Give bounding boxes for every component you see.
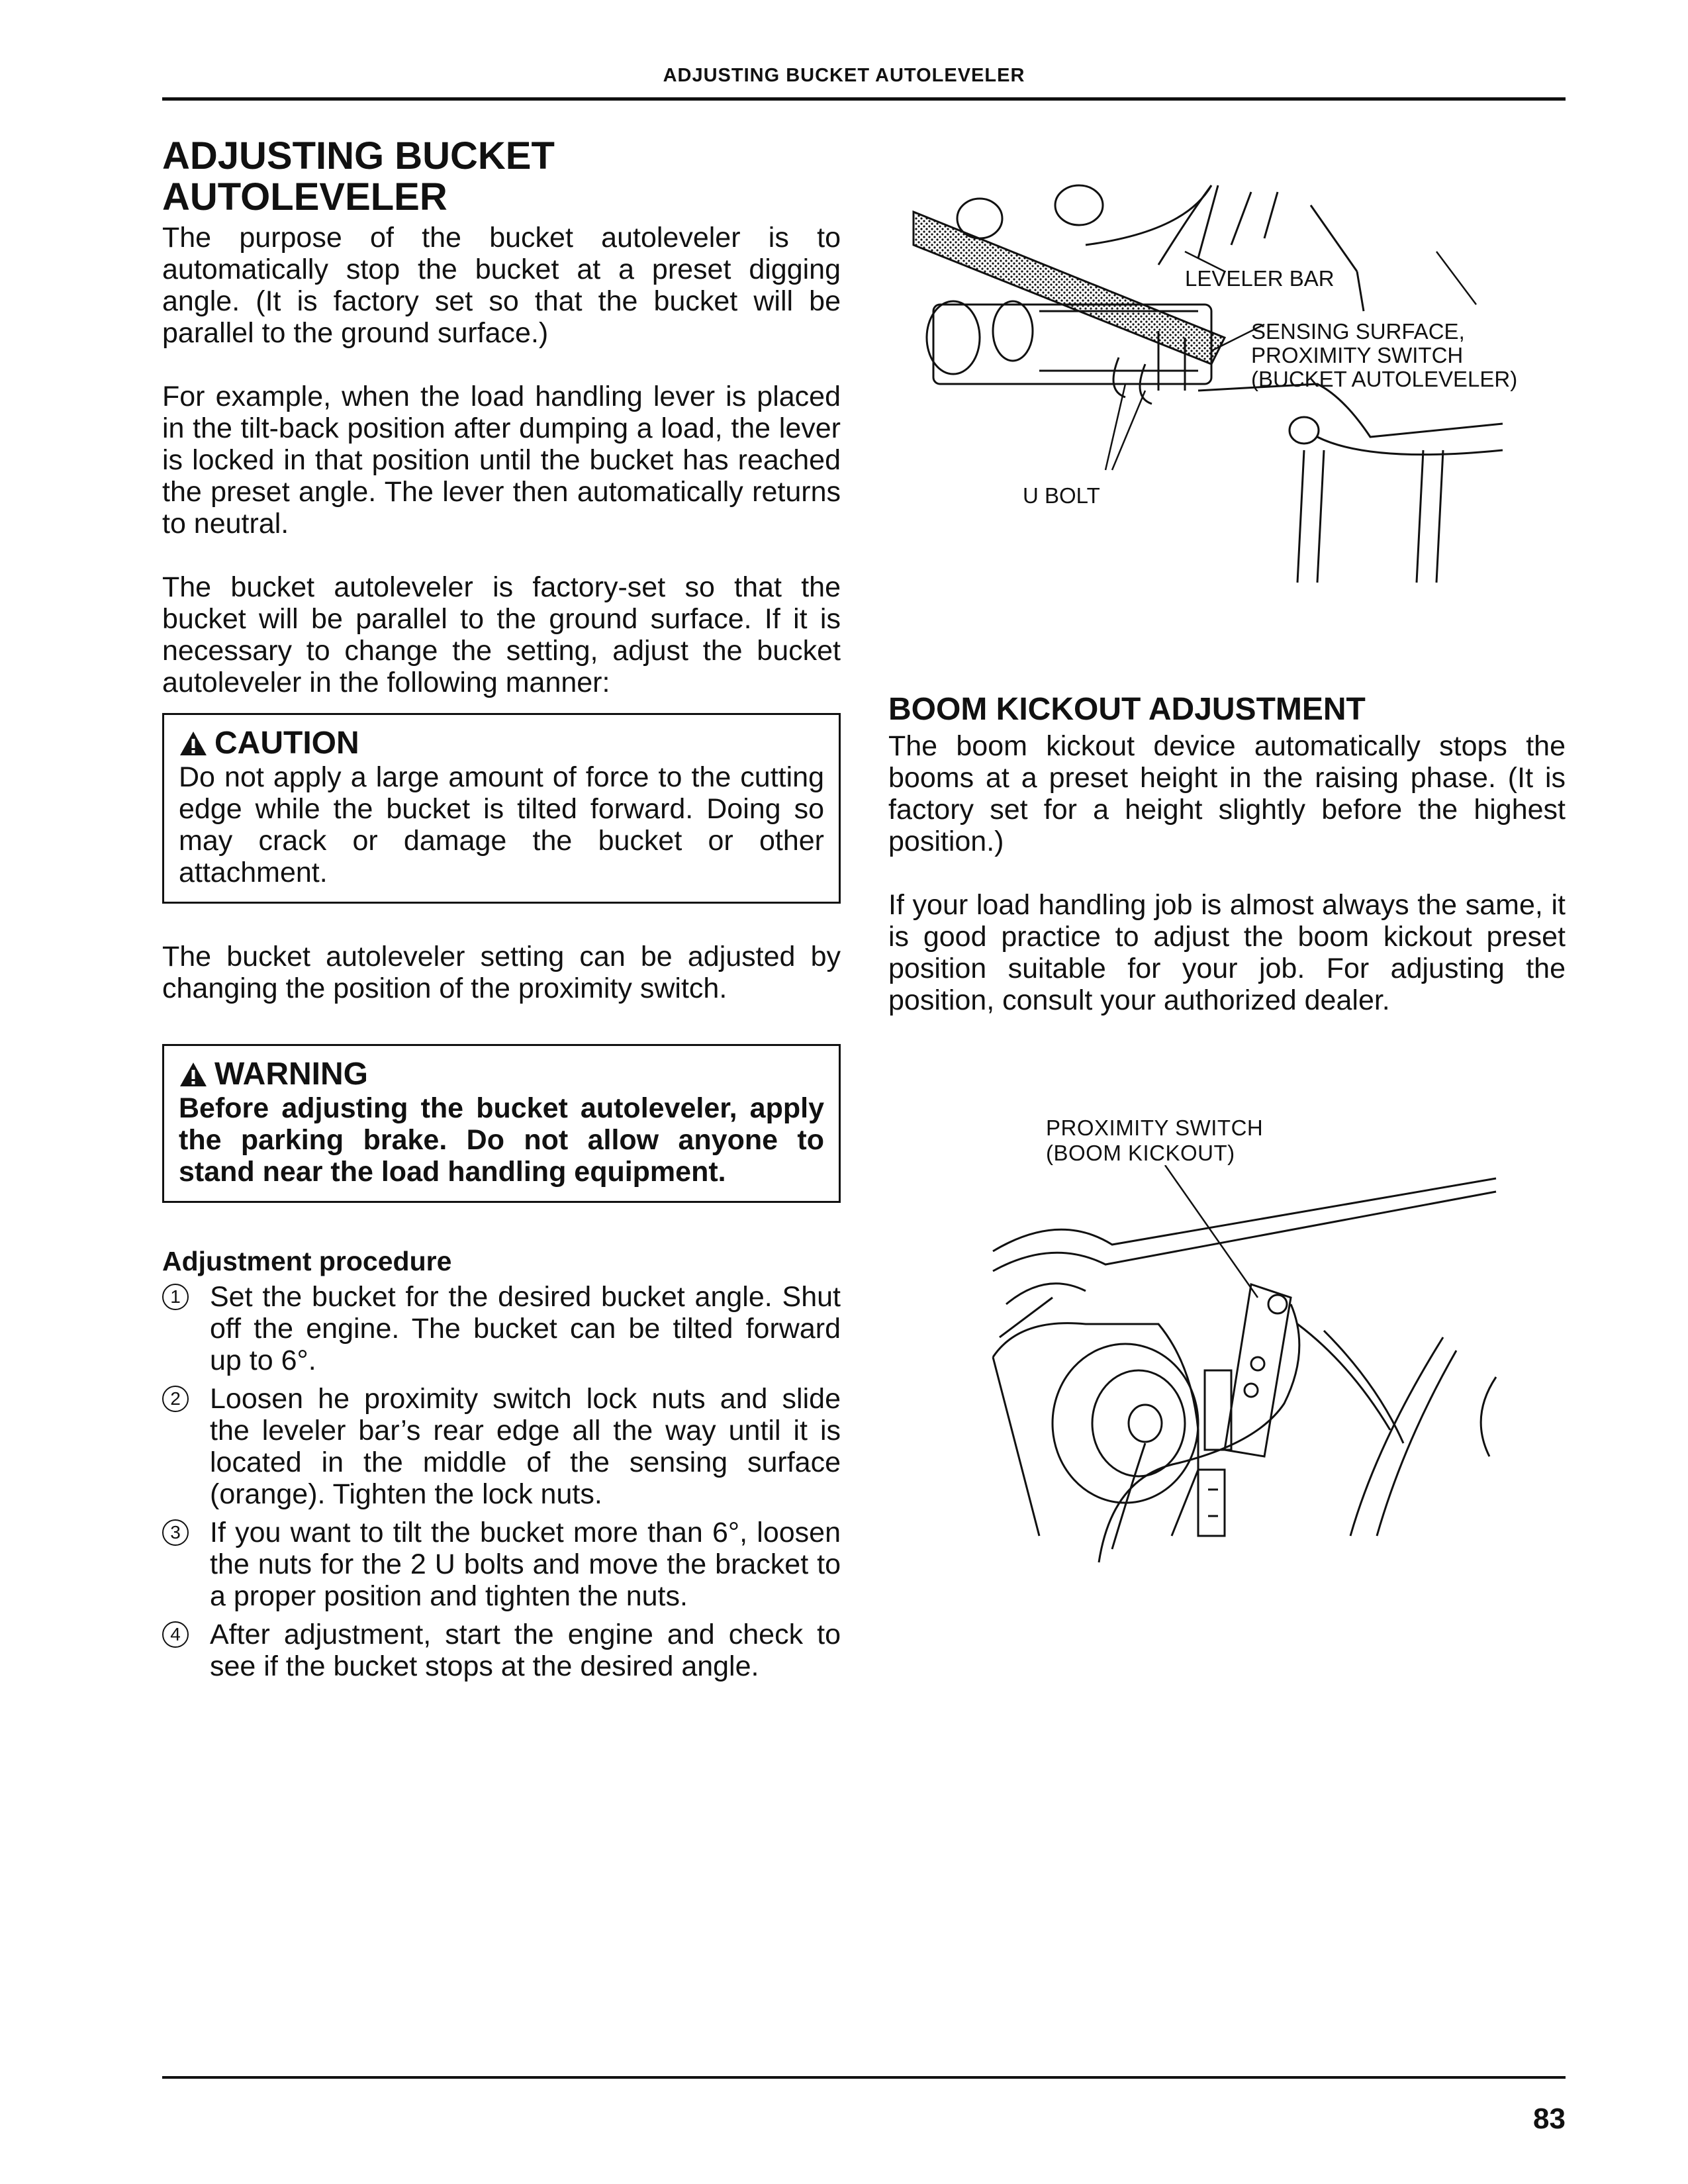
label-u-bolt: U BOLT [1023, 483, 1100, 508]
step-number: 1 [162, 1284, 189, 1310]
running-header: ADJUSTING BUCKET AUTOLEVELER [663, 65, 1025, 86]
label-sensing-3: (BUCKET AUTOLEVELER) [1251, 367, 1518, 391]
step-number: 3 [162, 1519, 189, 1546]
caution-title [179, 726, 824, 761]
page-title-line2: AUTOLEVELER [162, 175, 447, 218]
warning-box [162, 1044, 841, 1203]
label-leveler-bar: LEVELER BAR [1185, 266, 1335, 291]
step-2 [162, 1383, 841, 1510]
step-text: Loosen he proximity switch lock nuts and slide the leveler bar’s rear edge all the way until it is located in the middle of the sensing surface (orange). Tighten the lock nuts. [210, 1383, 841, 1510]
procedure-steps [162, 1281, 841, 1682]
caution-box [162, 713, 841, 904]
caution-label: CAUTION [214, 726, 359, 761]
label-sensing-2: PROXIMITY SWITCH [1251, 343, 1464, 367]
step-number: 2 [162, 1386, 189, 1412]
procedure-heading: Adjustment procedure [162, 1246, 452, 1276]
page-title [162, 136, 841, 218]
boom-kickout-paragraph-2: If your load handling job is almost always the same, it is good practice to adjust the boom kickout preset position suitable for your job. For adjusting the position, consult your authorized dealer. [888, 889, 1566, 1016]
warning-title [179, 1057, 824, 1092]
step-3 [162, 1517, 841, 1612]
page-title-line1: ADJUSTING BUCKET [162, 134, 555, 177]
autoleveler-illustration [907, 172, 1556, 609]
step-1 [162, 1281, 841, 1376]
step-text: After adjustment, start the engine and check to see if the bucket stops at the desired angle. [210, 1619, 841, 1682]
warning-triangle-icon [179, 730, 208, 757]
footer-rule [162, 2076, 1566, 2079]
caution-body: Do not apply a large amount of force to the cutting edge while the bucket is tilted forward. Doing so may crack or damage the bucket or other attachment. [179, 761, 824, 888]
label-sensing-1: SENSING SURFACE, [1251, 319, 1465, 344]
setting-paragraph: The bucket autoleveler setting can be adjusted by changing the position of the proximity switch. [162, 941, 841, 1004]
figure2-label [1046, 1116, 1263, 1166]
label-boom-kickout: (BOOM KICKOUT) [1046, 1141, 1235, 1165]
right-column [888, 692, 1566, 1016]
left-column [162, 136, 841, 1689]
header-rule [162, 97, 1566, 101]
factory-set-paragraph: The bucket autoleveler is factory-set so that the bucket will be parallel to the ground surface. If it is necessary to change the setting, adjust the bucket autoleveler in the following manner: [162, 571, 841, 698]
step-text: If you want to tilt the bucket more than 6°, loosen the nuts for the 2 U bolts and move the bracket to a proper position and tighten the nuts. [210, 1517, 841, 1612]
warning-body: Before adjusting the bucket autoleveler, apply the parking brake. Do not allow anyone to stand near the load handling equipment. [179, 1092, 824, 1188]
step-4 [162, 1619, 841, 1682]
boom-kickout-illustration [980, 1165, 1509, 1576]
step-text: Set the bucket for the desired bucket angle. Shut off the engine. The bucket can be tilted forward up to 6°. [210, 1281, 841, 1376]
warning-triangle-icon [179, 1061, 208, 1088]
warning-label: WARNING [214, 1057, 368, 1092]
label-proximity-switch: PROXIMITY SWITCH [1046, 1116, 1264, 1140]
example-paragraph: For example, when the load handling lever is placed in the tilt-back position after dumping a load, the lever is locked in that position until the bucket has reached the preset angle. The lever then automatically returns to neutral. [162, 381, 841, 540]
boom-kickout-heading: BOOM KICKOUT ADJUSTMENT [888, 692, 1366, 727]
intro-paragraph: The purpose of the bucket autoleveler is to automatically stop the bucket at a preset digging angle. (It is factory set so that the bucket will be parallel to the ground surface.) [162, 222, 841, 349]
step-number: 4 [162, 1621, 189, 1648]
page-number: 83 [1533, 2103, 1566, 2135]
boom-kickout-paragraph-1: The boom kickout device automatically stops the booms at a preset height in the raising phase. (It is factory set for a height slightly before the highest position.) [888, 730, 1566, 857]
